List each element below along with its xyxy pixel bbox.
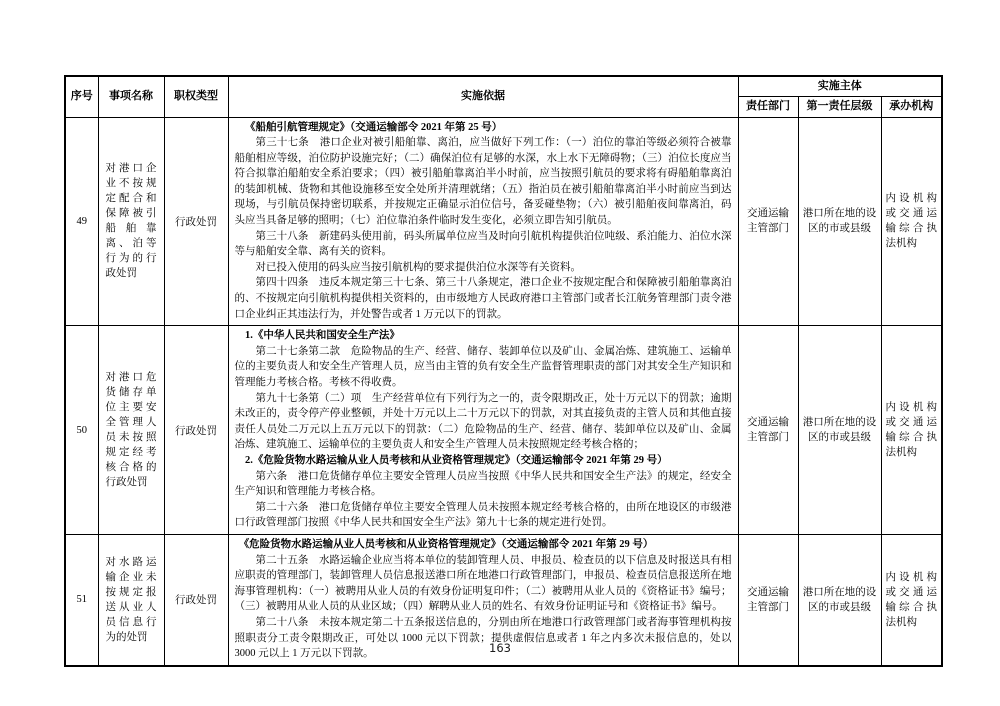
header-level: 第一责任层级 — [798, 96, 881, 117]
law-paragraph: 第二十七条第二款 危险物品的生产、经营、储存、装卸单位以及矿山、金属冶炼、建筑施工、运输单位的主要负责人和安全生产管理人员，应当由主管的负有安全生产监督管理职责的部门对其安全生产知识和管理能力考核合格。考核不得收费。 — [234, 345, 732, 388]
dept-cell: 交通运输主管部门 — [738, 534, 798, 665]
basis-cell — [228, 326, 738, 535]
authority-type-cell: 行政处罚 — [164, 117, 228, 326]
header-seq: 序号 — [65, 76, 98, 117]
header-item-name: 事项名称 — [98, 76, 164, 117]
law-paragraph: 对已投入使用的码头应当按引航机构的要求提供泊位水深等有关资料。 — [255, 261, 581, 273]
law-paragraph: 第二十五条 水路运输企业应当将本单位的装卸管理人员、申报员、检查员的以下信息及时报送具有相应职责的管理部门，装卸管理人员信息报送港口所在地港口行政管理部门，申报员、检查员信息报送所在地海事管理机构：（一）被聘用从业人员的有效身份证明复印件；（二）被聘用从业人员的《资格证书》编号；（三）被聘用从业人员的从业区域；（四）解聘从业人员的姓名、有效身份证明证号和《资格证书》编号。 — [234, 554, 732, 613]
item-name-cell: 对港口企业不按规定配合和保障被引船舶靠离、泊等行为的行政处罚 — [98, 117, 164, 326]
table-row — [65, 326, 942, 535]
law-title: 1.《中华人民共和国安全生产法》 — [245, 330, 400, 342]
level-cell: 港口所在地的设区的市或县级 — [798, 326, 881, 535]
law-title: 2.《危险货物水路运输从业人员考核和从业资格管理规定》（交通运输部令 2021 年第 29 号） — [245, 454, 668, 466]
header-dept: 责任部门 — [738, 96, 798, 117]
header-agency: 承办机构 — [881, 96, 942, 117]
basis-cell — [228, 117, 738, 326]
law-paragraph: 第三十七条 港口企业对被引船舶靠、离泊，应当做好下列工作：（一）泊位的靠泊等级必须符合被靠船舶相应等级，泊位防护设施完好；（二）确保泊位有足够的水深，水上水下无障碍物；（三）泊位长度应当符合拟靠泊船舶安全系泊要求；（四）被引船舶靠离泊半小时前，应当按照引航员的要求将有碍船舶靠离泊的装卸机械、货物和其他设施移至安全处所并清理就绪；（五）指泊员在被引船舶靠离泊半小时前应当到达现场，与引航员保持密切联系，并按规定正确显示泊位信号，备妥碰垫物；（六）被引船舶夜间靠离泊，码头应当具备足够的照明；（七）泊位靠泊条件临时发生变化，必须立即告知引航员。 — [234, 137, 732, 227]
table-row — [65, 117, 942, 326]
dept-cell: 交通运输主管部门 — [738, 326, 798, 535]
level-cell: 港口所在地的设区的市或县级 — [798, 117, 881, 326]
table-body — [65, 117, 942, 666]
seq-cell: 49 — [65, 117, 98, 326]
header-authority-type: 职权类型 — [164, 76, 228, 117]
agency-cell: 内设机构或交通运输综合执法机构 — [881, 117, 942, 326]
law-paragraph: 第二十六条 港口危货储存单位主要安全管理人员未按照本规定经考核合格的，由所在地设区的市级港口行政管理部门按照《中华人民共和国安全生产法》第九十七条的规定进行处罚。 — [234, 501, 732, 529]
seq-cell: 51 — [65, 534, 98, 665]
item-name-cell: 对港口危货储存单位主要安全管理人员未按照规定经考核合格的行政处罚 — [98, 326, 164, 535]
page-number: 163 — [489, 641, 511, 655]
law-paragraph: 第二十八条 未按本规定第二十五条报送信息的，分别由所在地港口行政管理部门或者海事管理机构按照职责分工责令限期改正，可处以 1000 元以下罚款；提供虚假信息或者 1 年之内多次未报信息的，处以 3000 元以上 1 万元以下罚款。 — [234, 616, 732, 660]
header-basis: 实施依据 — [228, 76, 738, 117]
law-title: 《船舶引航管理规定》（交通运输部令 2021 年第 25 号） — [245, 121, 503, 133]
agency-cell: 内设机构或交通运输综合执法机构 — [881, 534, 942, 665]
duty-table — [64, 75, 943, 667]
authority-type-cell: 行政处罚 — [164, 326, 228, 535]
dept-cell: 交通运输主管部门 — [738, 117, 798, 326]
header-subject: 实施主体 — [738, 76, 942, 96]
law-paragraph: 第四十四条 违反本规定第三十七条、第三十八条规定，港口企业不按规定配合和保障被引船舶靠离泊的、不按规定向引航机构提供相关资料的，由市级地方人民政府港口主管部门或者长江航务管理部门责令港口企业纠正其违法行为，并处警告或者 1 万元以下的罚款。 — [234, 277, 732, 320]
table-header — [65, 76, 942, 117]
authority-type-cell: 行政处罚 — [164, 534, 228, 665]
agency-cell: 内设机构或交通运输综合执法机构 — [881, 326, 942, 535]
law-paragraph: 第九十七条第（二）项 生产经营单位有下列行为之一的，责令限期改正，处十万元以下的罚款；逾期未改正的，责令停产停业整顿，并处十万元以上二十万元以下的罚款，对其直接负责的主管人员和其他直接责任人员处二万元以上五万元以下的罚款：（二）危险物品的生产、经营、储存、装卸单位以及矿山、金属冶炼、建筑施工、运输单位的主要负责人和安全生产管理人员未按照规定经考核合格的； — [234, 392, 732, 451]
item-name-cell: 对水路运输企业未按规定报送从业人员信息行为的处罚 — [98, 534, 164, 665]
level-cell: 港口所在地的设区的市或县级 — [798, 534, 881, 665]
seq-cell: 50 — [65, 326, 98, 535]
law-title: 《危险货物水路运输从业人员考核和从业资格管理规定》（交通运输部令 2021 年第 29 号） — [238, 538, 654, 550]
law-paragraph: 第三十八条 新建码头使用前，码头所属单位应当及时向引航机构提供泊位吨级、系泊能力、泊位水深等与船舶安全靠、离有关的资料。 — [234, 230, 732, 258]
law-paragraph: 第六条 港口危货储存单位主要安全管理人员应当按照《中华人民共和国安全生产法》的规定，经安全生产知识和管理能力考核合格。 — [234, 470, 732, 498]
